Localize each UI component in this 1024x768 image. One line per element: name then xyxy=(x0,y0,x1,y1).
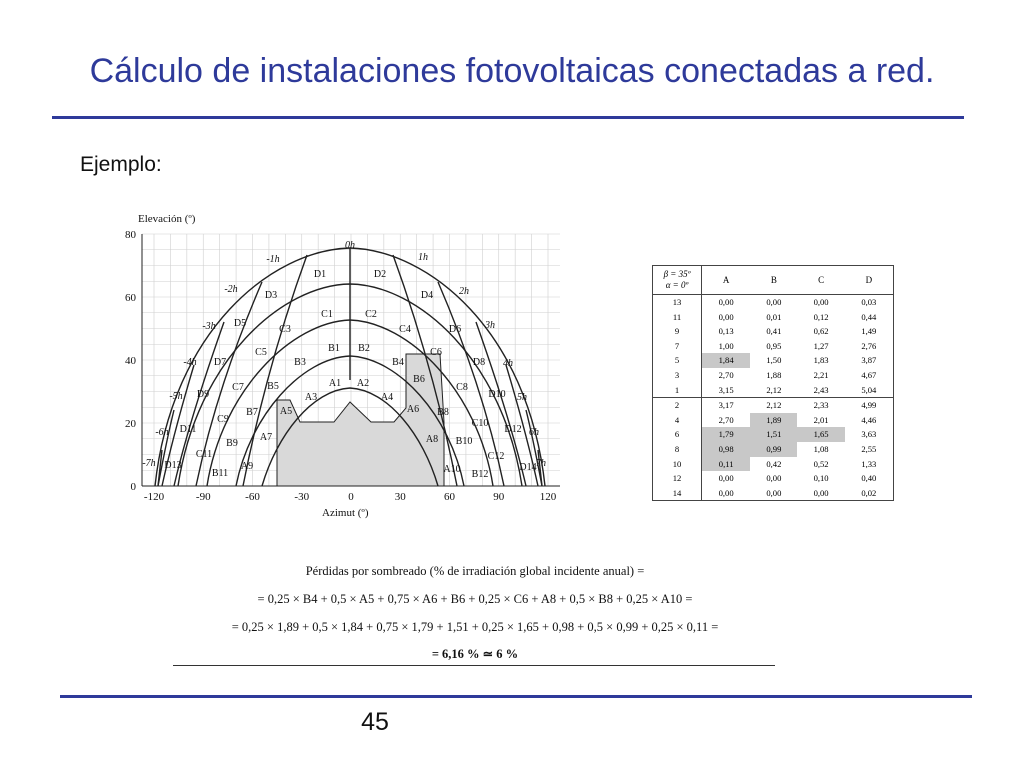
table-cell: 2,76 xyxy=(861,340,877,351)
table-row xyxy=(653,383,894,398)
table-cell: 2,21 xyxy=(813,369,829,380)
table-cell: 4,46 xyxy=(861,414,877,425)
table-cell: 0,42 xyxy=(766,458,782,469)
sector-label: A3 xyxy=(304,392,318,403)
y-tick-label: 80 xyxy=(125,229,136,241)
table-cell: 1,49 xyxy=(861,326,877,337)
sector-label: C5 xyxy=(255,347,267,358)
table-cell: 0,12 xyxy=(813,311,829,322)
table-cell: 0,03 xyxy=(861,297,877,307)
table-cell: 0,44 xyxy=(861,311,877,322)
y-axis-title: Elevación (º) xyxy=(138,213,196,225)
hour-label: -2h xyxy=(224,284,238,295)
corner-alpha: α = 0º xyxy=(665,280,689,290)
table-cell: 2,01 xyxy=(813,414,829,425)
table-cell: 0,41 xyxy=(766,326,782,337)
sector-label: D1 xyxy=(313,269,327,280)
table-cell: 0,00 xyxy=(766,297,782,307)
x-tick-label: 90 xyxy=(493,491,505,503)
sector-label: B7 xyxy=(246,407,258,418)
table-cell: 0,00 xyxy=(766,473,782,484)
sector-label: D7 xyxy=(213,357,227,368)
sector-label: B12 xyxy=(471,469,489,480)
table-cell: 3,17 xyxy=(702,398,751,413)
table-cell: 0,00 xyxy=(718,487,734,498)
sector-label: D2 xyxy=(373,269,387,280)
row-label: 10 xyxy=(653,457,702,472)
hour-label: 4h xyxy=(503,358,513,369)
sector-label: C4 xyxy=(399,324,411,335)
table-row xyxy=(653,398,894,413)
hour-label: 7h xyxy=(536,458,546,469)
table-cell: 0,00 xyxy=(813,487,829,498)
formula-line-3: = 0,25 × 1,89 + 0,5 × 1,84 + 0,75 × 1,79 + 1,51 + 0,25 × 1,65 + 0,98 + 0,5 × 0,99 + 0,25 × 0,11 = xyxy=(231,620,719,634)
x-tick-label: -60 xyxy=(245,491,260,503)
sector-label: B11 xyxy=(211,468,229,479)
column-header-b: B xyxy=(750,266,797,295)
sector-label: A10 xyxy=(443,464,461,475)
table-row xyxy=(653,368,894,383)
sector-label: D13 xyxy=(164,460,182,471)
slide-title: Cálculo de instalaciones fotovoltaicas conectadas a red. xyxy=(89,52,935,90)
table-cell: 1,88 xyxy=(766,369,782,380)
x-tick-label: -120 xyxy=(143,491,165,503)
hour-label: -4h xyxy=(183,357,197,368)
hour-label: 0h xyxy=(345,240,355,251)
sector-label: B5 xyxy=(267,381,279,392)
sector-label: D6 xyxy=(448,324,462,335)
sector-label: A6 xyxy=(406,404,420,415)
table-cell: 2,12 xyxy=(750,398,797,413)
hour-label: -3h xyxy=(202,321,216,332)
table-cell: 0,98 xyxy=(702,442,751,457)
sector-label: C7 xyxy=(232,382,244,393)
formula-line-1: Pérdidas por sombreado (% de irradiación global incidente anual) = xyxy=(305,564,645,578)
row-label: 13 xyxy=(653,295,702,310)
table-cell: 2,55 xyxy=(861,443,877,454)
hour-label: 5h xyxy=(517,392,527,403)
sector-label: A1 xyxy=(328,378,342,389)
table-cell: 0,62 xyxy=(813,326,829,337)
table-cell: 0,00 xyxy=(813,297,829,307)
page-number: 45 xyxy=(361,708,389,736)
sector-label: B3 xyxy=(294,357,306,368)
sector-label: B1 xyxy=(328,343,340,354)
sector-label: D11 xyxy=(179,424,197,435)
x-axis-title: Azimut (º) xyxy=(322,507,369,519)
table-cell: 1,08 xyxy=(813,443,829,454)
table-row xyxy=(653,310,894,325)
table-row xyxy=(653,324,894,339)
x-tick-label: 30 xyxy=(394,491,406,503)
hour-label: 2h xyxy=(459,286,469,297)
sector-label: B4 xyxy=(392,357,404,368)
hour-label: 1h xyxy=(418,252,428,263)
sector-label: D10 xyxy=(488,389,506,400)
corner-beta: β = 35º xyxy=(663,269,691,279)
sector-label: A9 xyxy=(240,461,254,472)
table-cell: 5,04 xyxy=(861,384,877,395)
row-label: 8 xyxy=(653,442,702,457)
y-tick-label: 20 xyxy=(125,418,136,430)
table-corner-header xyxy=(653,266,702,295)
sector-label: A8 xyxy=(425,434,439,445)
row-label: 4 xyxy=(653,413,702,428)
sector-label: D8 xyxy=(472,357,486,368)
column-header-d: D xyxy=(845,266,894,295)
table-cell: 1,83 xyxy=(813,355,829,366)
table-cell: 0,13 xyxy=(718,326,734,337)
sector-label: C2 xyxy=(365,309,377,320)
sector-label: C11 xyxy=(195,449,213,460)
row-label: 14 xyxy=(653,486,702,501)
y-tick-label: 40 xyxy=(125,355,136,367)
sector-label: D12 xyxy=(504,424,522,435)
row-label: 11 xyxy=(653,310,702,325)
formula-line-4: = 6,16 % ≃ 6 % xyxy=(431,647,519,661)
table-cell: 0,52 xyxy=(813,458,829,469)
table-cell: 0,99 xyxy=(750,442,797,457)
table-cell: 2,33 xyxy=(797,398,844,413)
row-label: 1 xyxy=(653,383,702,398)
table-cell: 4,99 xyxy=(845,398,894,413)
table-body xyxy=(653,295,894,501)
title-divider xyxy=(52,116,964,119)
column-header-a: A xyxy=(702,266,751,295)
table-cell: 1,00 xyxy=(718,340,734,351)
table-cell: 1,89 xyxy=(750,413,797,428)
sector-label: D5 xyxy=(233,318,247,329)
row-label: 6 xyxy=(653,427,702,442)
sector-label: B6 xyxy=(413,374,425,385)
table-cell: 1,79 xyxy=(702,427,751,442)
formula-line-2: = 0,25 × B4 + 0,5 × A5 + 0,75 × A6 + B6 + 0,25 × C6 + A8 + 0,5 × B8 + 0,25 × A10 = xyxy=(257,592,693,606)
sector-label: C9 xyxy=(217,414,229,425)
y-tick-label: 60 xyxy=(125,292,136,304)
sector-label: C3 xyxy=(279,324,291,335)
sector-label: B10 xyxy=(455,436,473,447)
sector-label: D14 xyxy=(519,462,537,473)
table-row xyxy=(653,471,894,486)
sector-label: A2 xyxy=(356,378,370,389)
sector-label: B9 xyxy=(226,438,238,449)
table-cell: 0,00 xyxy=(718,311,734,322)
hour-label: -5h xyxy=(169,391,183,402)
table-cell: 1,50 xyxy=(766,355,782,366)
sector-label: D4 xyxy=(420,290,434,301)
x-tick-label: 120 xyxy=(539,491,557,503)
sector-label: A7 xyxy=(259,432,273,443)
footer-divider xyxy=(60,695,972,698)
y-tick-label: 0 xyxy=(130,481,136,493)
sector-label: B2 xyxy=(358,343,370,354)
table-cell: 0,10 xyxy=(813,473,829,484)
sector-label: C10 xyxy=(471,418,489,429)
table-cell: 1,51 xyxy=(750,427,797,442)
column-header-c: C xyxy=(797,266,844,295)
hour-label: -6h xyxy=(155,427,169,438)
table-cell: 2,70 xyxy=(718,414,734,425)
table-cell: 0,00 xyxy=(718,297,734,307)
sector-label: C12 xyxy=(487,451,505,462)
table-cell: 0,01 xyxy=(766,311,782,322)
sector-label: B8 xyxy=(437,407,449,418)
row-label: 2 xyxy=(653,398,702,413)
sector-label: A5 xyxy=(279,406,293,417)
sector-label: D9 xyxy=(196,389,210,400)
table-cell: 4,67 xyxy=(861,369,877,380)
x-tick-label: -90 xyxy=(195,491,211,503)
shading-loss-table xyxy=(652,265,894,501)
table-cell: 3,63 xyxy=(861,429,877,440)
table-cell: 0,02 xyxy=(861,487,877,498)
table-row xyxy=(653,486,894,501)
table-cell: 2,70 xyxy=(718,369,734,380)
table-cell: 0,95 xyxy=(766,340,782,351)
table-row xyxy=(653,339,894,354)
row-label: 9 xyxy=(653,324,702,339)
table-cell: 3,15 xyxy=(718,384,734,395)
row-label: 3 xyxy=(653,368,702,383)
table-cell: 1,84 xyxy=(702,353,751,368)
table-cell: 1,27 xyxy=(813,340,829,351)
table-cell: 1,65 xyxy=(797,427,844,442)
example-label: Ejemplo: xyxy=(80,153,162,176)
hour-label: 6h xyxy=(529,427,539,438)
table-row xyxy=(653,353,894,368)
hour-label: 3h xyxy=(485,320,495,331)
sector-label: D3 xyxy=(264,290,278,301)
table-cell: 0,00 xyxy=(766,487,782,498)
sector-label: A4 xyxy=(380,392,394,403)
x-tick-label: 0 xyxy=(348,491,354,503)
row-label: 12 xyxy=(653,471,702,486)
hour-label: -1h xyxy=(266,254,280,265)
table-cell: 0,40 xyxy=(861,473,877,484)
formula-underline xyxy=(173,665,775,666)
row-label: 5 xyxy=(653,353,702,368)
table-cell: 3,87 xyxy=(861,355,877,366)
row-label: 7 xyxy=(653,339,702,354)
sector-label: C1 xyxy=(321,309,333,320)
sector-label: C6 xyxy=(430,347,442,358)
table-row xyxy=(653,295,894,310)
x-tick-label: 60 xyxy=(444,491,455,503)
table-row xyxy=(653,413,894,428)
sun-path-shading-diagram xyxy=(112,210,564,522)
table-cell: 1,33 xyxy=(861,458,877,469)
table-cell: 0,11 xyxy=(702,457,751,472)
table-cell: 2,12 xyxy=(766,384,782,395)
table-cell: 0,00 xyxy=(718,473,734,484)
table-row xyxy=(653,427,894,442)
table-header-row xyxy=(653,266,894,295)
table-cell: 2,43 xyxy=(813,384,829,395)
sector-label: C8 xyxy=(456,382,468,393)
table-row xyxy=(653,457,894,472)
hour-label: -7h xyxy=(142,458,156,469)
table-row xyxy=(653,442,894,457)
x-tick-label: -30 xyxy=(294,491,310,503)
